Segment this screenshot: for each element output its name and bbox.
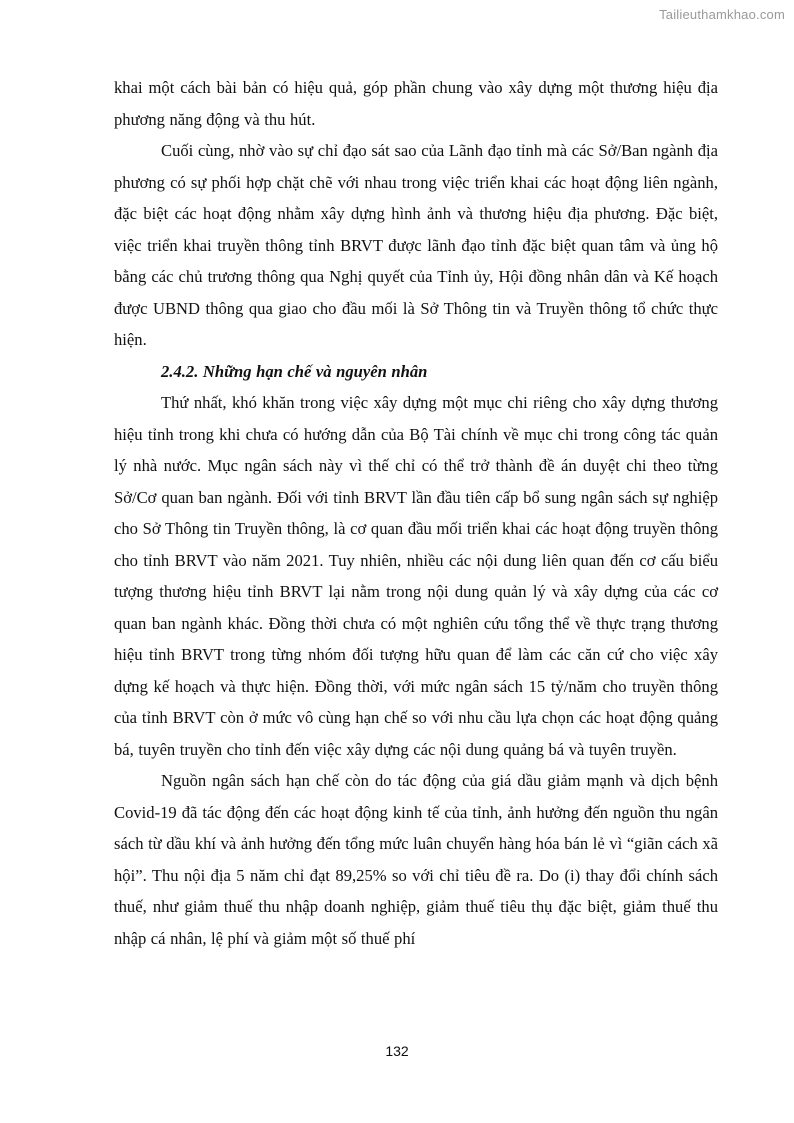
paragraph-budget-source: Nguồn ngân sách hạn chế còn do tác động của giá dầu giảm mạnh và dịch bệnh Covid-19 đã tác động đến các hoạt động kinh tế của tỉnh, ảnh hưởng đến nguồn thu ngân sách từ dầu khí và ảnh hưởng đến tổng mức luân chuyển hàng hóa bán lẻ vì “giãn cách xã hội”. Thu nội địa 5 năm chỉ đạt 89,25% so với chỉ tiêu đề ra. Do (i) thay đổi chính sách thuế, như giảm thuế thu nhập doanh nghiệp, giảm thuế tiêu thụ đặc biệt, giảm thuế thu nhập cá nhân, lệ phí và giảm một số thuế phí xyxy=(114,771,718,948)
paragraph-leadership: Cuối cùng, nhờ vào sự chỉ đạo sát sao của Lãnh đạo tỉnh mà các Sở/Ban ngành địa phương có sự phối hợp chặt chẽ với nhau trong việc triển khai các hoạt động liên ngành, đặc biệt các hoạt động nhằm xây dựng hình ảnh và thương hiệu địa phương. Đặc biệt, việc triển khai truyền thông tỉnh BRVT được lãnh đạo tỉnh đặc biệt quan tâm và ủng hộ bằng các chủ trương thông qua Nghị quyết của Tỉnh ủy, Hội đồng nhân dân và Kế hoạch được UBND thông qua giao cho đầu mối là Sở Thông tin và Truyền thông tổ chức thực hiện. xyxy=(114,141,718,349)
watermark-text: Tailieuthamkhao.com xyxy=(659,7,785,22)
section-heading: 2.4.2. Những hạn chế và nguyên nhân xyxy=(161,361,428,381)
page-body xyxy=(114,72,718,954)
paragraph-continuation: khai một cách bài bản có hiệu quả, góp phần chung vào xây dựng một thương hiệu địa phương năng động và thu hút. xyxy=(114,78,718,129)
paragraph-first-limitation: Thứ nhất, khó khăn trong việc xây dựng một mục chi riêng cho xây dựng thương hiệu tỉnh trong khi chưa có hướng dẫn của Bộ Tài chính về mục chi trong công tác quản lý nhà nước. Mục ngân sách này vì thế chỉ có thể trở thành đề án duyệt chi theo từng Sở/Cơ quan ban ngành. Đối với tỉnh BRVT lần đầu tiên cấp bổ sung ngân sách sự nghiệp cho Sở Thông tin Truyền thông, là cơ quan đầu mối triển khai các hoạt động truyền thông cho tỉnh BRVT vào năm 2021. Tuy nhiên, nhiều các nội dung liên quan đến cơ cấu biểu tượng thương hiệu tỉnh BRVT lại nằm trong nội dung quản lý và xây dựng của các cơ quan ban ngành khác. Đồng thời chưa có một nghiên cứu tổng thể về thực trạng thương hiệu tỉnh BRVT trong từng nhóm đối tượng hữu quan để làm các căn cứ cho việc xây dựng kế hoạch và thực hiện. Đồng thời, với mức ngân sách 15 tỷ/năm cho truyền thông của tỉnh BRVT còn ở mức vô cùng hạn chế so với nhu cầu lựa chọn các hoạt động quảng bá, tuyên truyền cho tỉnh đến việc xây dựng các nội dung quảng bá và tuyên truyền. xyxy=(114,393,718,759)
page-number: 132 xyxy=(385,1043,409,1059)
